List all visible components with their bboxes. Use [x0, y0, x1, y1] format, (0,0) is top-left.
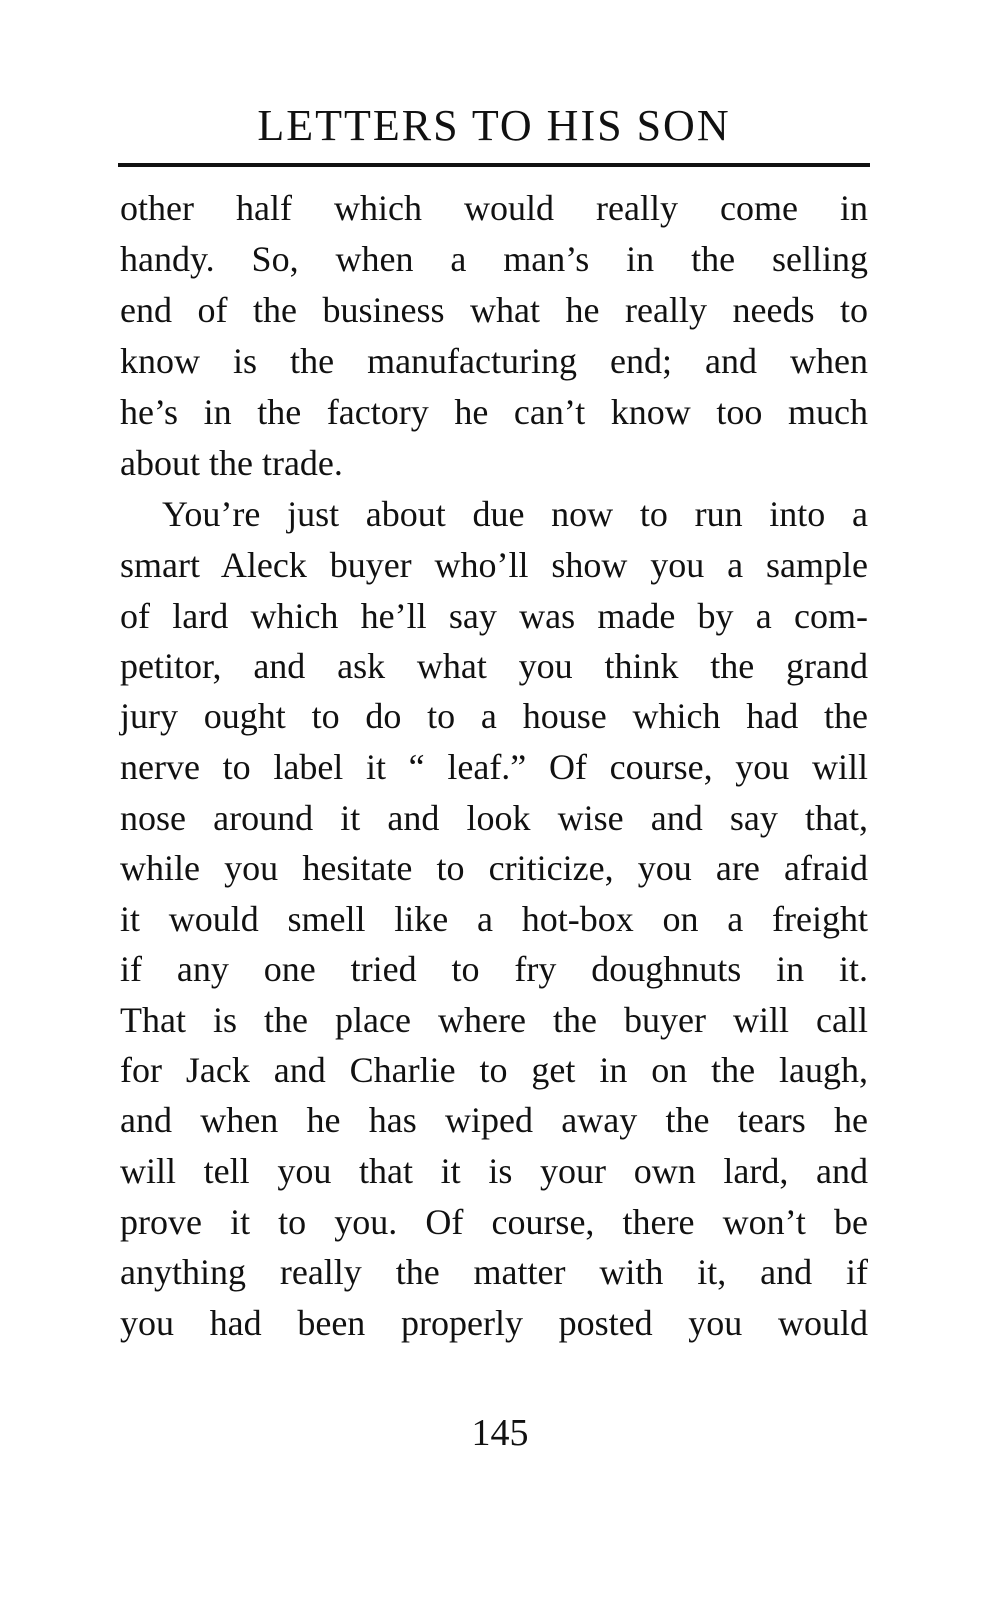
text-line: and when he has wiped away the tears he — [120, 1100, 868, 1140]
text-line: petitor, and ask what you think the grand — [120, 646, 868, 686]
text-line: That is the place where the buyer will call — [120, 1000, 868, 1040]
text-line: anything really the matter with it, and if — [120, 1252, 868, 1292]
text-line: nerve to label it “ leaf.” Of course, you will — [120, 747, 868, 787]
text-line: while you hesitate to criticize, you are afraid — [120, 848, 868, 888]
text-line: you had been properly posted you would — [120, 1303, 868, 1343]
text-line: if any one tried to fry doughnuts in it. — [120, 949, 868, 989]
text-line: of lard which he’ll say was made by a com- — [120, 596, 868, 636]
text-line: handy. So, when a man’s in the selling — [120, 239, 868, 279]
text-line: prove it to you. Of course, there won’t be — [120, 1202, 868, 1242]
text-line: smart Aleck buyer who’ll show you a sample — [120, 545, 868, 585]
page-number: 145 — [471, 1412, 529, 1454]
paragraph-first-line: You’re just about due now to run into a — [162, 494, 868, 534]
text-line: it would smell like a hot-box on a freight — [120, 899, 868, 939]
header-rule — [118, 163, 870, 167]
text-line: end of the business what he really needs to — [120, 290, 868, 330]
text-line: know is the manufacturing end; and when — [120, 341, 868, 381]
text-line: he’s in the factory he can’t know too much — [120, 392, 868, 432]
text-line: nose around it and look wise and say that, — [120, 798, 868, 838]
text-line: will tell you that it is your own lard, and — [120, 1151, 868, 1191]
text-line: jury ought to do to a house which had the — [120, 696, 868, 736]
text-line: about the trade. — [120, 443, 343, 483]
text-line: other half which would really come in — [120, 188, 868, 228]
text-line: for Jack and Charlie to get in on the laugh, — [120, 1050, 868, 1090]
running-head: LETTERS TO HIS SON — [257, 101, 731, 150]
